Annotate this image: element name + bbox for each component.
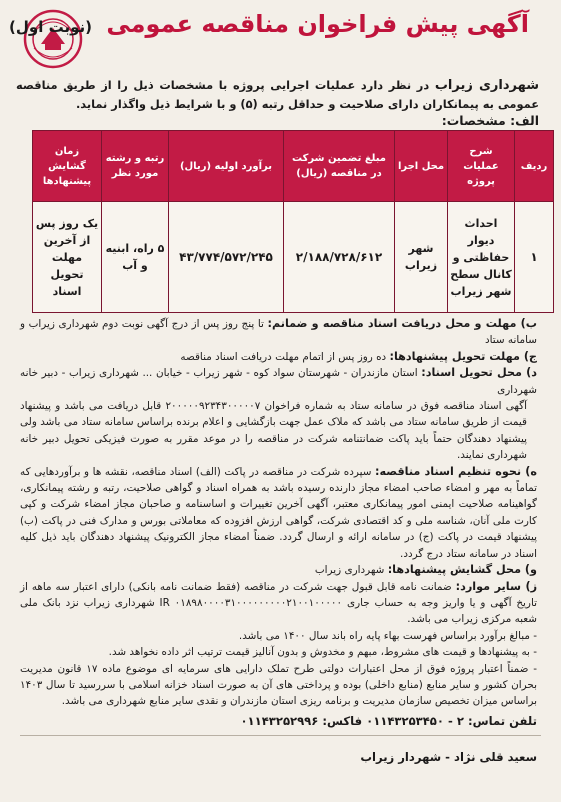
notice-body xyxy=(14,313,547,710)
table-header-row xyxy=(33,131,554,202)
section-d-label: د) محل تحویل اسناد: xyxy=(421,366,537,380)
cell-estimate: ۴۳/۷۷۴/۵۷۲/۲۴۵ xyxy=(169,202,284,313)
cell-location: شهر زیراب xyxy=(395,202,448,313)
section-e xyxy=(20,464,537,562)
cell-description: احداث دیوار حفاظتی و کانال سطح شهر زیراب xyxy=(448,202,515,313)
tender-table xyxy=(32,130,554,313)
section-f xyxy=(20,562,537,578)
section-d-text: استان مازندران - شهرستان سواد کوه - شهر زیراب - خیابان ... شهرداری زیراب - دبیر خانه شهرداری xyxy=(20,367,537,396)
note-item: - به پیشنهادها و قیمت های مشروط، مبهم و مخدوش و بدون آنالیز قیمت ترتیب اثر داده نخواهد شد. xyxy=(108,646,537,659)
cell-opening-time: یک روز پس از آخرین مهلت تحویل اسناد xyxy=(33,202,102,313)
section-c-text: ده روز پس از اتمام مهلت دریافت اسناد مناقصه xyxy=(180,350,390,363)
section-g xyxy=(20,579,537,628)
header xyxy=(9,6,547,72)
round-label: (نوبت اول) xyxy=(9,18,92,36)
col-estimate: برآورد اولیه (ریال) xyxy=(169,131,284,202)
col-grade: رتبه و رشته مورد نظر xyxy=(102,131,169,202)
section-d-note: آگهی اسناد مناقصه فوق در سامانه ستاد به شماره فراخوان ۲۰۰۰۰۰۹۲۳۴۳۰۰۰۰۰۷ قابل دریافت می باشد و پیشنهاد قیمت از طریق سامانه ستاد می باشد که ملاک عمل جهت بازگشایی و اعلام برنده براساس سامانه ستاد می باشد ولی پیشنهاد دهندگان حتماً باید پاکت ضمانتنامه شرکت در مناقصه را در موعد مقرر به صورت فیزیکی تحویل دبیر خانه شهرداری نمایند. xyxy=(20,400,527,462)
col-row: ردیف xyxy=(515,131,554,202)
contact-info: تلفن تماس: ۲ - ۰۱۱۴۳۲۵۳۴۵۰ فاکس: ۰۱۱۴۳۲۵۲۹۹۶ xyxy=(240,713,537,728)
intro-text: در نظر دارد عملیات اجرایی پروژه با مشخصات ذیل را از طریق مناقصه عمومی به پیمانکاران دارای صلاحیت و حداقل رتبه (۵) و با شرایط ذیل واگذار نماید. xyxy=(16,78,539,111)
title-text: آگهی پیش فراخوان مناقصه عمومی xyxy=(106,10,529,38)
table-row xyxy=(33,202,554,313)
specs-label: الف: مشخصات: xyxy=(441,113,539,128)
col-description: شرح عملیات پروژه xyxy=(448,131,515,202)
intro-paragraph xyxy=(14,76,547,113)
col-guarantee: مبلغ تضمین شرکت در مناقصه (ریال) xyxy=(284,131,395,202)
section-e-label: ه) نحوه تنظیم اسناد مناقصه: xyxy=(375,464,537,478)
note-item: - ضمناً اعتبار پروژه فوق از محل اعتبارات دولتی طرح تملک دارایی های سرمایه ای موضوع ماده ۱۷ قانون مدیریت بحران کشور و سایر منابع (منابع داخلی) بوده و پرداختی های آن به صورت اسناد خزانه اسلامی با سررسید تا سال ۱۴۰۳ براساس میزان تخصیص سازمان مدیریت و برنامه ریزی استان مازندران و نقدی سایر منابع شهرداری می باشد. xyxy=(20,662,537,708)
section-b-label: ب) مهلت و محل دریافت اسناد مناقصه و ضمانم: xyxy=(267,317,537,330)
section-b xyxy=(20,316,537,349)
section-d xyxy=(20,365,537,398)
section-c-label: ج) مهلت تحویل پیشنهادها: xyxy=(389,349,537,363)
signature: سعید قلی نژاد - شهردار زیراب xyxy=(360,749,537,764)
note-item: - مبالغ برآورد براساس فهرست بهاء پایه راه باند سال ۱۴۰۰ می باشد. xyxy=(238,629,537,642)
col-location: محل اجرا xyxy=(395,131,448,202)
section-g-text: ضمانت نامه قابل قبول جهت شرکت در مناقصه (فقط ضمانت نامه بانکی) دارای اعتبار سه ماهه از تاریخ آگهی و یا واریز وجه به حساب جاری ۰۱۸۹۸۰۰۰۰۳۱۰۰۰۰۰۰۰۰۰۲۱۰۰۱۰۰۰۰۰ IR شهرداری زیراب نزد بانک ملی شعبه مرکزی زیراب می باشد. xyxy=(20,580,538,626)
cell-guarantee: ۲/۱۸۸/۷۲۸/۶۱۲ xyxy=(284,202,395,313)
section-g-label: ز) سایر موارد: xyxy=(455,579,538,593)
cell-row: ۱ xyxy=(515,202,554,313)
section-b-text: تا پنج روز پس از درج آگهی نوبت دوم شهرداری زیراب و سامانه ستاد xyxy=(20,318,537,347)
section-f-label: و) محل گشایش پیشنهادها: xyxy=(387,563,537,577)
notice-title xyxy=(9,10,529,38)
section-f-text: شهرداری زیراب xyxy=(314,564,388,577)
section-c xyxy=(20,349,537,365)
cell-grade: ۵ راه، ابنیه و آب xyxy=(102,202,169,313)
intro-lead: شهرداری زیراب xyxy=(434,78,539,93)
section-e-text: سپرده شرکت در مناقصه در پاکت (الف) اسناد مناقصه، نقشه ها و برآوردهایی که تماماً به مهر و امضاء صاحب امضاء مجاز دارنده رسیده باشد به همراه اسناد و گواهی صلاحیت، رتبه و رشته پیمانکاری، گواهینامه صلاحیت ایمنی امور پیمانکاری معتبر، آگهی آخرین تغییرات و اساسنامه و صاحبان مجاز امضاء شرکت و کپی کارت ملی آنان، شناسه ملی و کد اقتصادی شرکت، گواهی ارزش افزوده که معاملاتی بورس و مدارک فنی در پاکت (ب) پیشنهاد قیمت در پاکت (ج) در سامانه ارائه و ارسال گردد. ضمناً امضاء مجاز الکترونیک پیشنهاد دهندگان باید ذیل کلیه اسناد در سامانه ستاد درج گردد. xyxy=(20,465,537,560)
col-opening-time: زمان گشایش پیشنهادها xyxy=(33,131,102,202)
